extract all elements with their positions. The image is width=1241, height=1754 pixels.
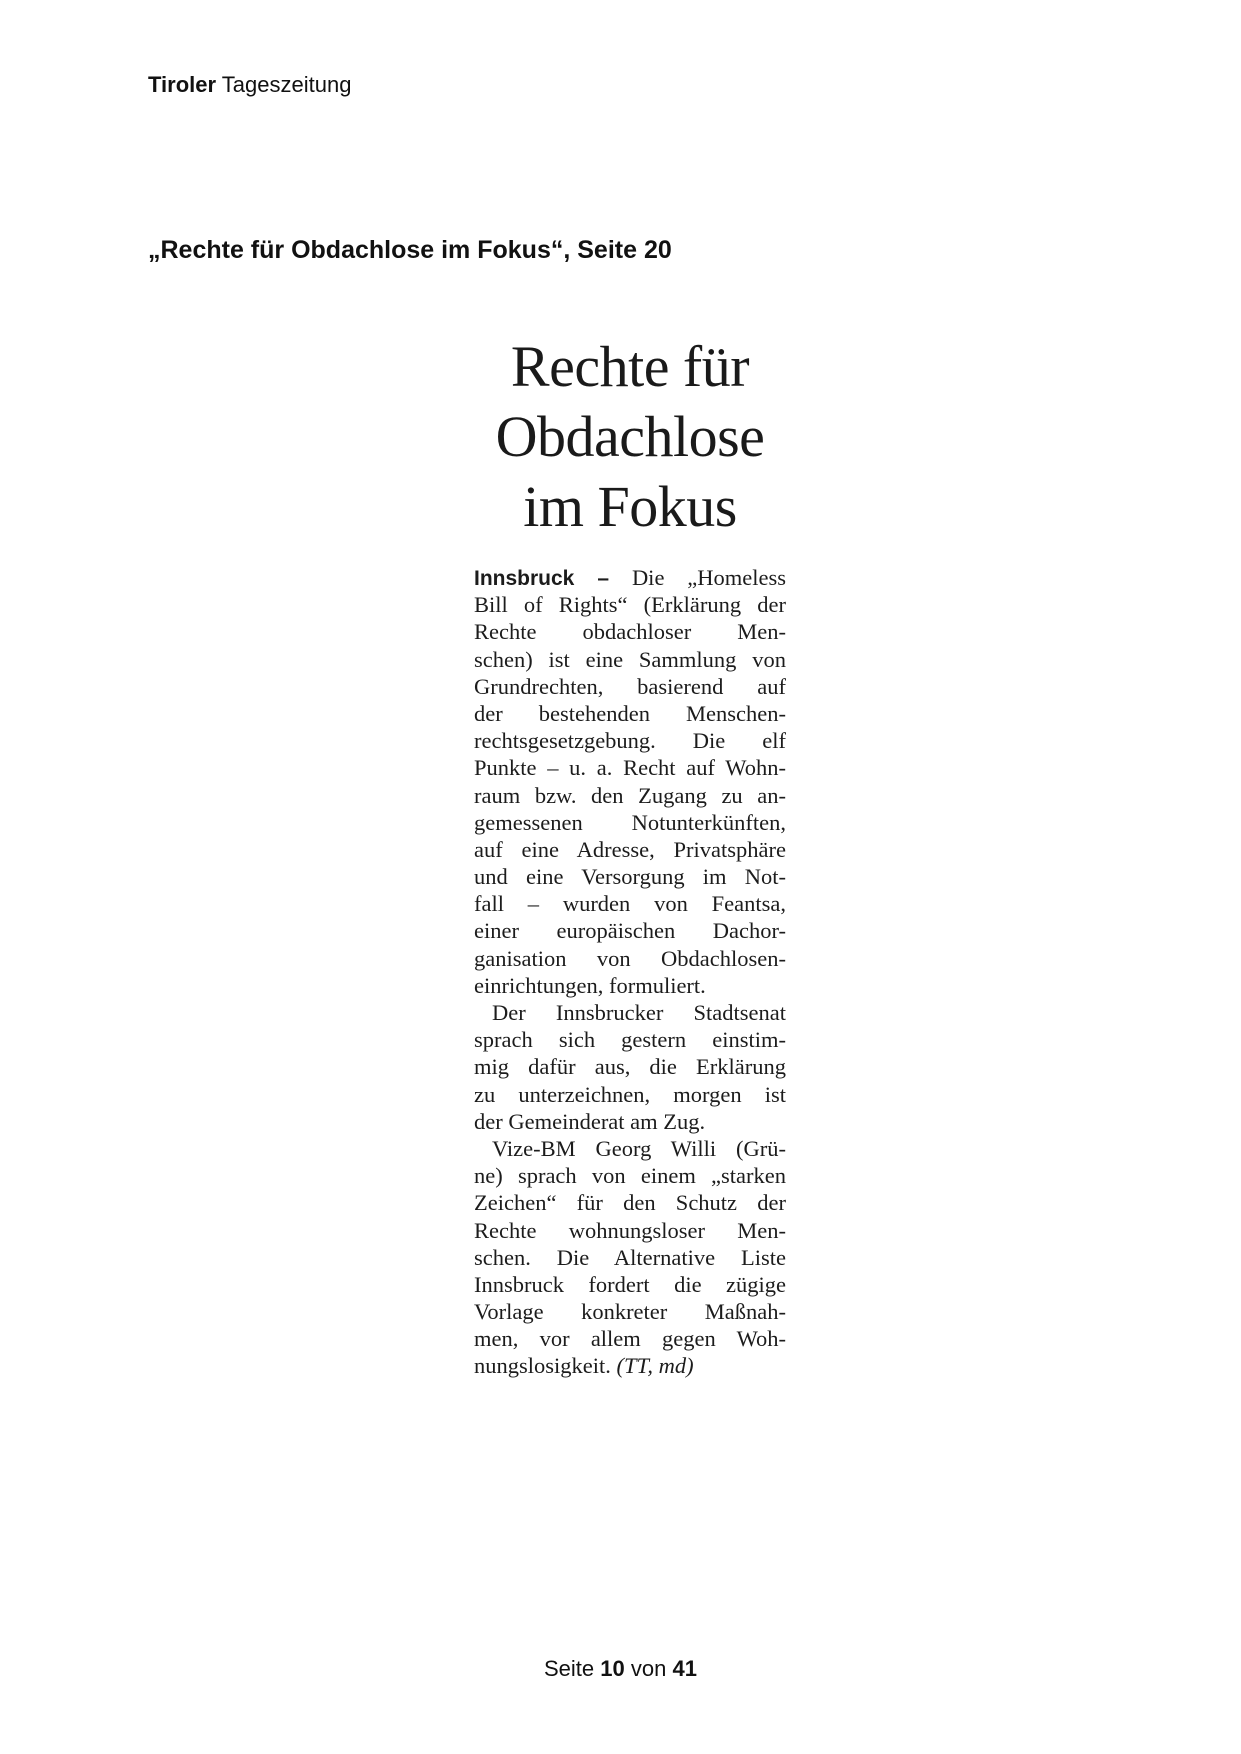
headline-line: im Fokus [523, 474, 737, 539]
body-line: der bestehenden Menschen- [474, 700, 786, 726]
body-line: fall – wurden von Feantsa, [474, 891, 786, 917]
page-prefix: Seite [544, 1656, 595, 1681]
masthead-rest: Tageszeitung [221, 72, 352, 97]
body-line: rechtsgesetzgebung. Die elf [474, 728, 786, 754]
body-line: schen) ist eine Sammlung von [474, 646, 786, 672]
body-line: der Gemeinderat am Zug. [474, 1108, 706, 1134]
body-line: Vorlage konkreter Maßnah- [474, 1299, 786, 1325]
author-credit: (TT, md) [616, 1353, 694, 1379]
body-line: Innsbruck fordert die zügige [474, 1271, 786, 1297]
body-line: einer europäischen Dachor- [474, 918, 786, 944]
body-line: Innsbruck – Die „Homeless [474, 565, 786, 590]
body-line: Rechte wohnungsloser Men- [474, 1217, 786, 1243]
body-line: Bill of Rights“ (Erklärung der [474, 592, 786, 618]
body-line: schen. Die Alternative Liste [474, 1244, 786, 1270]
body-line: zu unterzeichnen, morgen ist [474, 1081, 786, 1107]
body-line: Rechte obdachloser Men- [474, 619, 786, 645]
article-clipping [474, 332, 786, 1380]
masthead-bold: Tiroler [148, 72, 217, 97]
source-reference: „Rechte für Obdachlose im Fokus“, Seite 20 [148, 236, 672, 264]
publication-masthead [148, 72, 351, 98]
body-line: nungslosigkeit. (TT, md) [474, 1353, 694, 1379]
body-line: sprach sich gestern einstim- [474, 1027, 786, 1053]
body-line: einrichtungen, formuliert. [474, 972, 706, 998]
body-line: und eine Versorgung im Not- [474, 864, 786, 890]
body-line: Punkte – u. a. Recht auf Wohn- [474, 755, 786, 781]
headline-line: Obdachlose [495, 404, 765, 469]
body-line: men, vor allem gegen Woh- [474, 1326, 786, 1352]
body-line: Der Innsbrucker Stadtsenat [492, 1000, 786, 1025]
headline-line: Rechte für [510, 334, 750, 399]
body-line: Zeichen“ für den Schutz der [474, 1190, 786, 1216]
total-pages: 41 [672, 1656, 697, 1681]
dateline: Innsbruck – [474, 567, 610, 590]
body-line: ganisation von Obdachlosen- [474, 945, 786, 971]
body-line: auf eine Adresse, Privatsphäre [474, 836, 786, 862]
body-line: raum bzw. den Zugang zu an- [474, 782, 786, 808]
current-page: 10 [600, 1656, 625, 1681]
article-headline [474, 332, 786, 542]
body-line: Vize-BM Georg Willi (Grü- [492, 1135, 786, 1161]
body-line: ne) sprach von einem „starken [474, 1163, 786, 1189]
page-number [0, 1656, 1241, 1682]
body-line: mig dafür aus, die Erklärung [474, 1054, 786, 1080]
page-middle: von [630, 1656, 667, 1681]
article-body [474, 564, 786, 1380]
body-line: Grundrechten, basierend auf [474, 673, 786, 699]
body-line: gemessenen Notunterkünften, [474, 809, 786, 835]
